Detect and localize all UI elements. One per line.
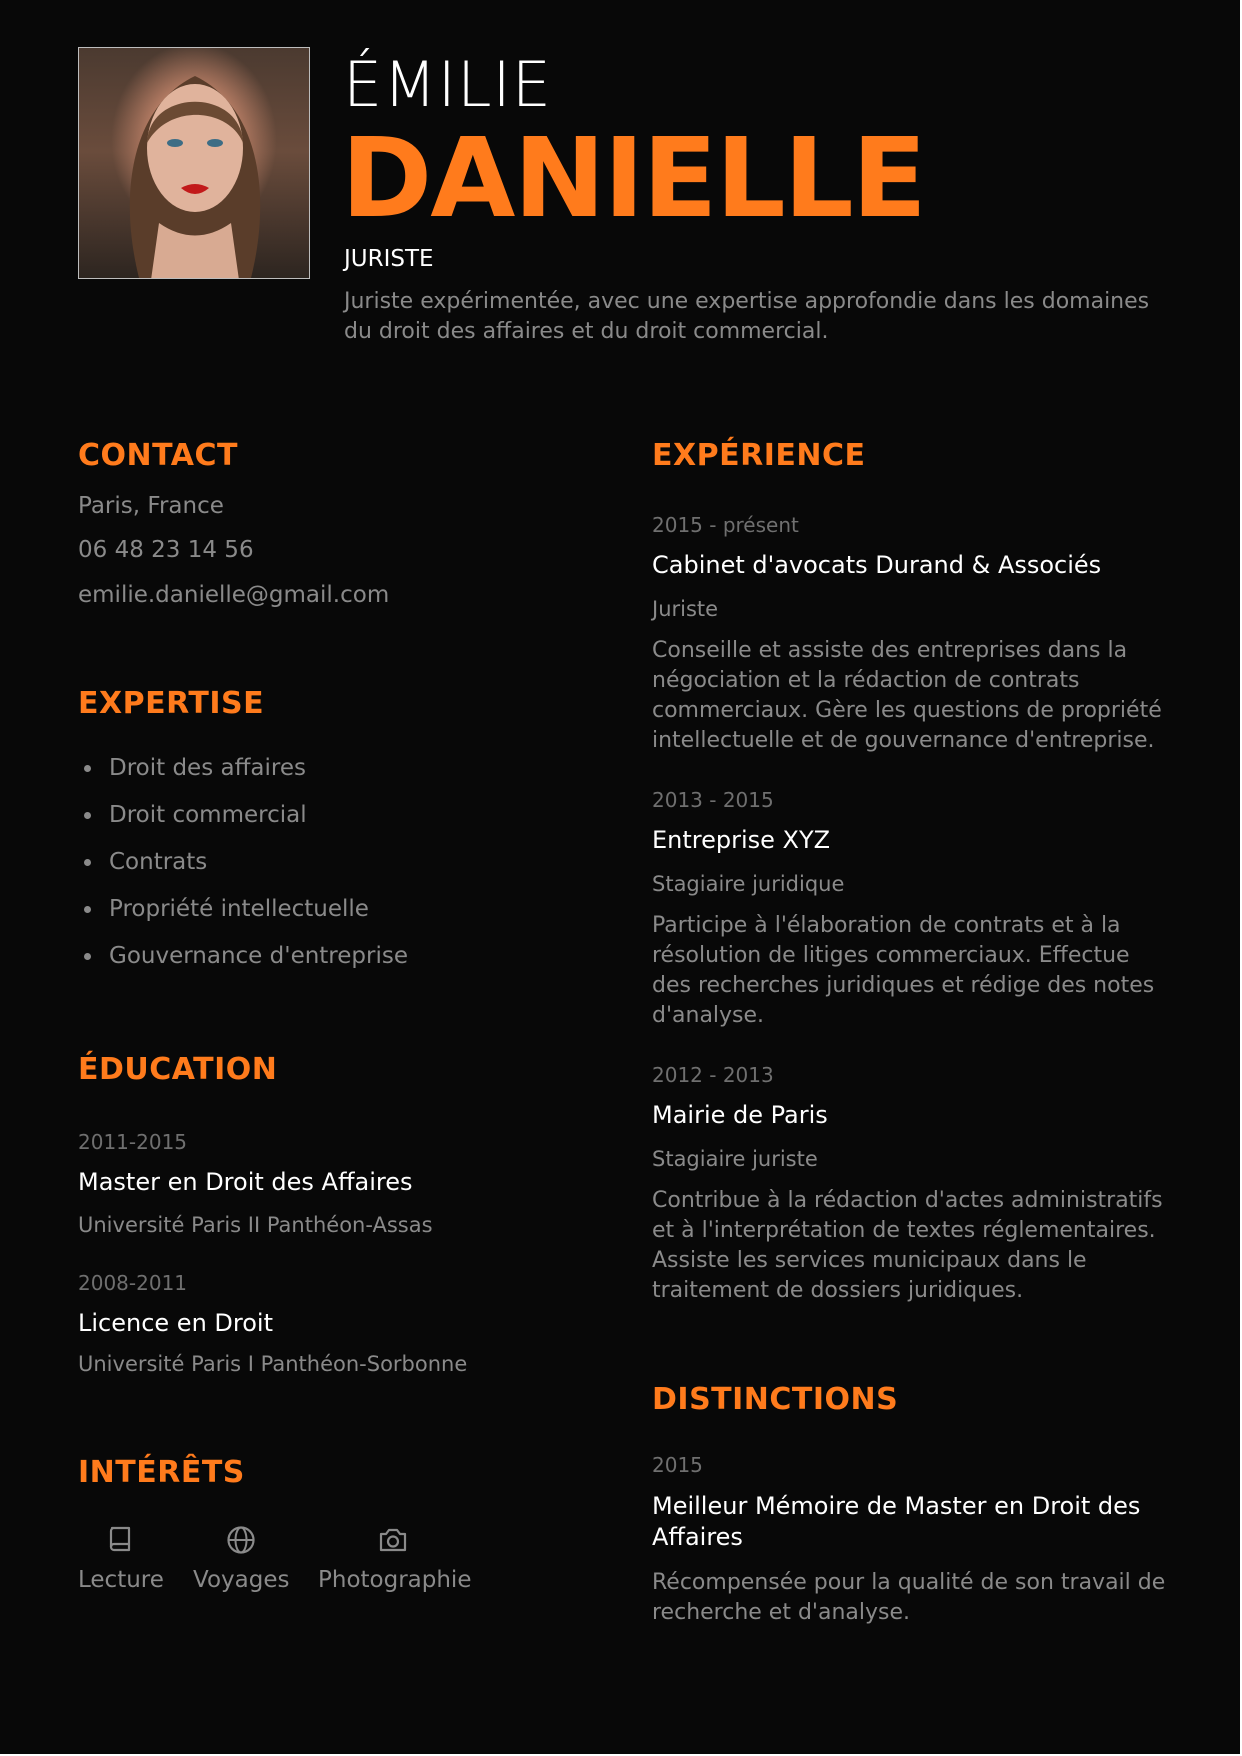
- education-years: 2011-2015: [78, 1130, 188, 1154]
- list-item: Contrats: [78, 847, 408, 894]
- contact-phone[interactable]: 06 48 23 14 56: [78, 537, 254, 563]
- list-item: Droit des affaires: [78, 753, 408, 800]
- experience-role: Stagiaire juridique: [652, 872, 845, 896]
- interest-reading: [78, 1523, 162, 1595]
- education-heading: ÉDUCATION: [78, 1052, 278, 1087]
- education-degree: Master en Droit des Affaires: [78, 1168, 413, 1196]
- experience-description: Contribue à la rédaction d'actes administratifs et à l'interprétation de textes réglementaires. Assiste les services municipaux dans le traitement de dossiers juridiques.: [652, 1188, 1163, 1303]
- interest-travel: [193, 1523, 289, 1595]
- portrait-illustration: [79, 48, 310, 279]
- education-school: Université Paris II Panthéon-Assas: [78, 1213, 433, 1237]
- experience-period: 2015 - présent: [652, 513, 799, 537]
- experience-period: 2013 - 2015: [652, 788, 774, 812]
- globe-icon: [224, 1523, 258, 1557]
- experience-heading: EXPÉRIENCE: [652, 438, 866, 473]
- experience-role: Juriste: [652, 597, 719, 621]
- experience-company: Mairie de Paris: [652, 1101, 828, 1129]
- job-title: JURISTE: [344, 246, 434, 272]
- list-item: Propriété intellectuelle: [78, 894, 408, 941]
- experience-period: 2012 - 2013: [652, 1063, 774, 1087]
- first-name: ÉMILIE: [343, 48, 552, 121]
- education-degree: Licence en Droit: [78, 1309, 273, 1337]
- contact-location: Paris, France: [78, 493, 224, 519]
- education-years: 2008-2011: [78, 1271, 188, 1295]
- camera-icon: [376, 1523, 410, 1557]
- expertise-list: [78, 753, 408, 988]
- list-item: Droit commercial: [78, 800, 408, 847]
- interests-heading: INTÉRÊTS: [78, 1455, 245, 1490]
- distinction-award: Meilleur Mémoire de Master en Droit des Affaires: [652, 1492, 1141, 1551]
- distinctions-heading: DISTINCTIONS: [652, 1382, 899, 1417]
- contact-email[interactable]: emilie.danielle@gmail.com: [78, 582, 390, 608]
- last-name: DANIELLE: [341, 114, 925, 242]
- interest-label: Photographie: [318, 1567, 472, 1593]
- interest-photography: [318, 1523, 472, 1595]
- interest-label: Voyages: [193, 1567, 290, 1593]
- experience-company: Entreprise XYZ: [652, 826, 831, 854]
- distinction-description: Récompensée pour la qualité de son travail de recherche et d'analyse.: [652, 1570, 1166, 1625]
- list-item: Gouvernance d'entreprise: [78, 941, 408, 988]
- interest-label: Lecture: [78, 1567, 164, 1593]
- contact-heading: CONTACT: [78, 438, 238, 473]
- experience-description: Participe à l'élaboration de contrats et à la résolution de litiges commerciaux. Effectue des recherches juridiques et rédige des notes d'analyse.: [652, 913, 1155, 1028]
- book-icon: [103, 1523, 137, 1557]
- profile-photo: [78, 47, 310, 279]
- education-school: Université Paris I Panthéon-Sorbonne: [78, 1352, 468, 1376]
- experience-company: Cabinet d'avocats Durand & Associés: [652, 551, 1102, 579]
- experience-description: Conseille et assiste des entreprises dans la négociation et la rédaction de contrats commerciaux. Gère les questions de propriété intellectuelle et de gouvernance d'entreprise.: [652, 638, 1162, 753]
- experience-role: Stagiaire juriste: [652, 1147, 818, 1171]
- profile-summary: Juriste expérimentée, avec une expertise approfondie dans les domaines du droit des affaires et du droit commercial.: [344, 289, 1150, 344]
- distinction-year: 2015: [652, 1453, 703, 1477]
- expertise-heading: EXPERTISE: [78, 686, 265, 721]
